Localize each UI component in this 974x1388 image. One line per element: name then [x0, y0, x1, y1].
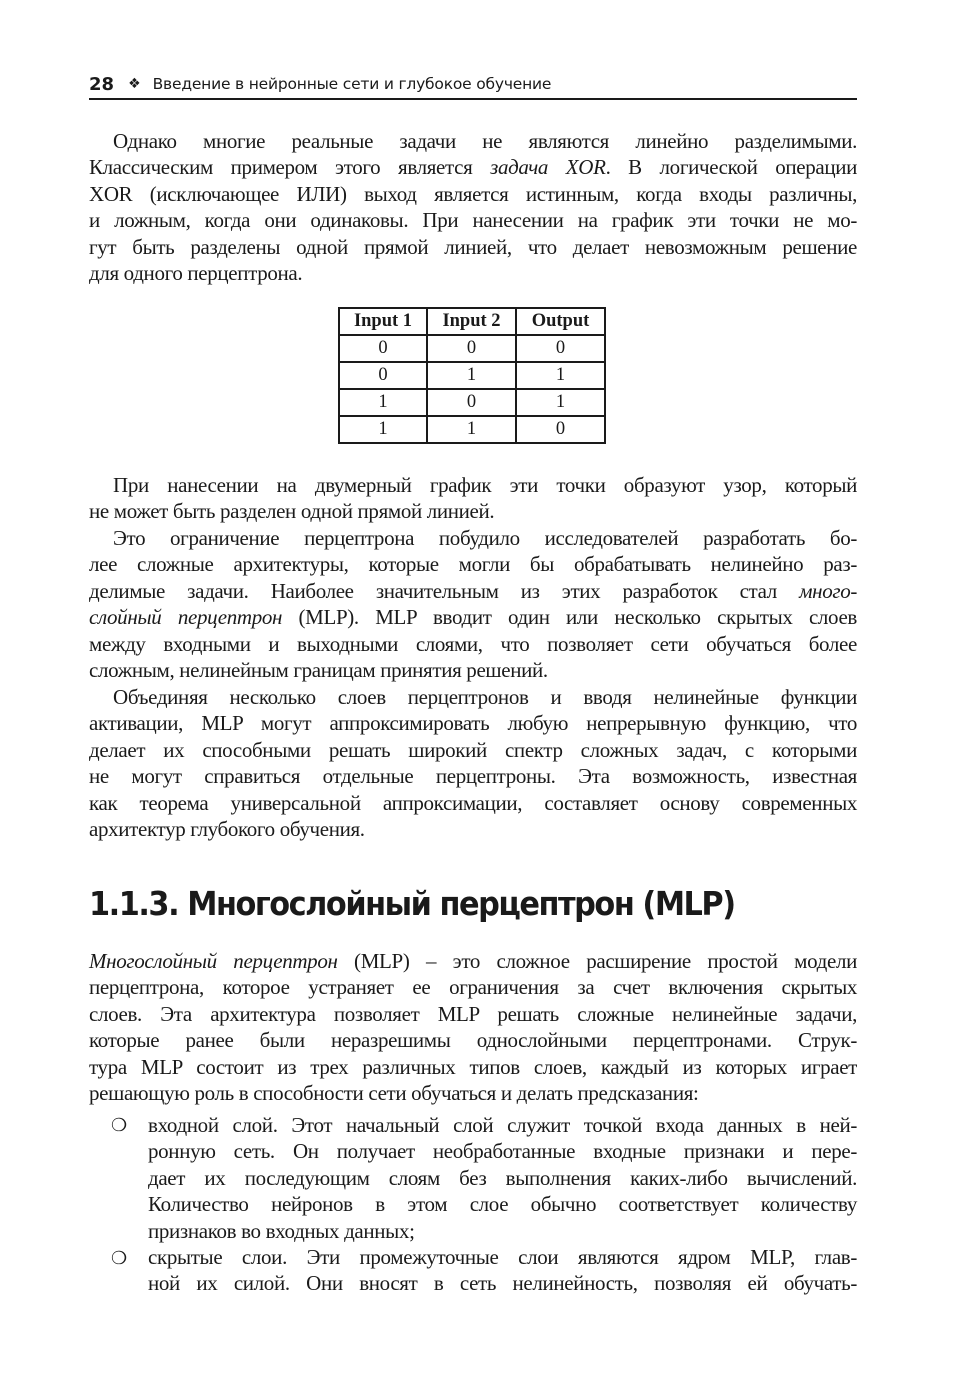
table-cell: 1: [427, 416, 516, 443]
text-line: как теорема универсальной аппроксимации, составляет основу современных: [89, 790, 857, 815]
text-line: тура MLP состоит из трех различных типов слоев, каждый из которых играет: [89, 1054, 857, 1079]
text-line: не может быть разделен одной прямой линией.: [89, 499, 495, 524]
table-cell: 0: [516, 416, 605, 443]
italic-term: много-: [799, 578, 857, 603]
table-row: [339, 416, 605, 443]
text-line: сложным, нелинейным границам принятия решений.: [89, 658, 548, 683]
text-line: делимые задачи. Наиболее значительным из этих разработок стал: [89, 578, 800, 603]
table-cell: 0: [339, 335, 427, 362]
text-line: решающую роль в способности сети обучаться и делать предсказания:: [89, 1081, 699, 1106]
column-header: Input 1: [339, 308, 427, 335]
paragraph-limitation: [89, 525, 857, 683]
text-line: (MLP). MLP вводит один или несколько скрытых слоев: [282, 605, 857, 630]
table-row: [339, 362, 605, 389]
table-header-row: [339, 308, 605, 335]
table-cell: 0: [516, 335, 605, 362]
text-line: которые ранее были неразрешимы однослойными перцептронами. Струк-: [89, 1028, 857, 1053]
text-line: дает их последующим слоям без выполнения каких-либо вычислений.: [148, 1165, 857, 1190]
page-number: 28: [89, 73, 115, 95]
text-line: Однако многие реальные задачи не являются линейно разделимыми.: [113, 129, 857, 153]
text-line: (MLP) – это сложное расширение простой модели: [337, 949, 857, 973]
bullet-circle-icon: ❍: [111, 1115, 127, 1136]
column-header: Input 2: [427, 308, 516, 335]
table-cell: 1: [427, 362, 516, 389]
text-line: признаков во входных данных;: [148, 1218, 415, 1243]
table-cell: 1: [516, 389, 605, 416]
table-cell: 1: [516, 362, 605, 389]
text-line: При нанесении на двумерный график эти точки образуют узор, который: [113, 473, 857, 497]
text-line: Объединяя несколько слоев перцептронов и вводя нелинейные функции: [113, 685, 857, 709]
italic-term: Многослойный перцептрон: [89, 949, 338, 973]
table-cell: 1: [339, 389, 427, 416]
text-line: . В логической операции: [605, 155, 857, 180]
list-item-hidden-layers: [148, 1244, 857, 1297]
section-heading: 1.1.3. Многослойный перцептрон (MLP): [89, 884, 735, 923]
text-line: для одного перцептрона.: [89, 261, 303, 286]
text-line: скрытые слои. Эти промежуточные слои являются ядром MLP, глав-: [148, 1245, 857, 1269]
italic-term: слойный перцептрон: [89, 605, 283, 630]
text-line: не могут справиться отдельные перцептроны. Эта возможность, известная: [89, 764, 857, 789]
list-item-input-layer: [148, 1112, 857, 1244]
text-line: лее сложные архитектуры, которые могли бы обрабатывать нелинейно раз-: [89, 552, 857, 577]
paragraph-pattern: [89, 472, 857, 525]
ornament-icon: ❖: [128, 76, 141, 92]
text-line: Классическим примером этого является: [89, 155, 491, 180]
text-line: делает их способными решать широкий спектр сложных задач, с которыми: [89, 737, 857, 762]
italic-term: задача XOR: [490, 155, 606, 180]
text-line: Количество нейронов в этом слое обычно соответствует количеству: [148, 1192, 857, 1217]
table-cell: 0: [427, 389, 516, 416]
paragraph-universal-approx: [89, 684, 857, 842]
text-line: активации, MLP могут аппроксимировать любую непрерывную функцию, что: [89, 711, 857, 736]
text-line: между входными и выходными слоями, что позволяет сети обучаться более: [89, 631, 857, 656]
table-cell: 0: [339, 362, 427, 389]
paragraph-mlp-intro: [89, 948, 857, 1106]
text-line: гут быть разделены одной прямой линией, что делает невозможным решение: [89, 234, 857, 259]
text-line: входной слой. Этот начальный слой служит точкой входа данных в ней-: [148, 1113, 857, 1137]
text-line: архитектур глубокого обучения.: [89, 817, 365, 842]
text-line: перцептрона, которое устраняет ее ограничения за счет включения скрытых: [89, 975, 857, 1000]
column-header: Output: [516, 308, 605, 335]
table-row: [339, 389, 605, 416]
text-line: XOR (исключающее ИЛИ) выход является истинным, когда входы различны,: [89, 181, 857, 206]
paragraph-xor-intro: [89, 128, 857, 286]
text-line: ной их силой. Они вносят в сеть нелинейность, позволяя ей обучать-: [148, 1271, 857, 1296]
text-line: слоев. Эта архитектура позволяет MLP решать сложные нелинейные задачи,: [89, 1001, 857, 1026]
bullet-circle-icon: ❍: [111, 1248, 127, 1269]
table-cell: 1: [339, 416, 427, 443]
running-title: Введение в нейронные сети и глубокое обучение: [152, 75, 552, 93]
xor-truth-table: [338, 307, 606, 444]
table-cell: 0: [427, 335, 516, 362]
running-header: [89, 70, 857, 100]
text-line: и ложным, когда они одинаковы. При нанесении на график эти точки не мо-: [89, 208, 857, 233]
text-line: ронную сеть. Он получает необработанные входные признаки и пере-: [148, 1139, 857, 1164]
text-line: Это ограничение перцептрона побудило исследователей разработать бо-: [113, 526, 857, 550]
table-row: [339, 335, 605, 362]
